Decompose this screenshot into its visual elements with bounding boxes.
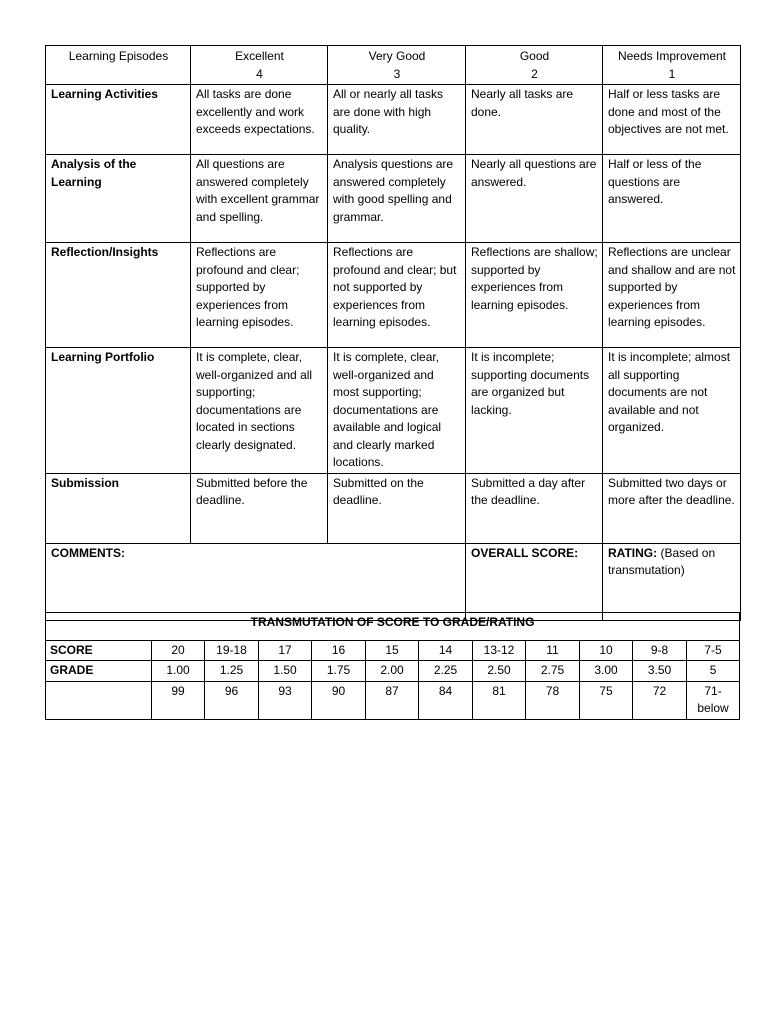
score-label: SCORE [46, 640, 152, 661]
rating-cell: 93 [259, 681, 312, 719]
grade-cell: 3.00 [580, 661, 633, 682]
descriptor-cell: Analysis questions are answered completely with good spelling and grammar. [328, 155, 466, 243]
rubric-table [45, 45, 741, 621]
criterion-cell: Learning Activities [46, 85, 191, 155]
rating-cell: 87 [366, 681, 419, 719]
rating-cell: 96 [205, 681, 259, 719]
grade-cell: 1.75 [312, 661, 366, 682]
descriptor-cell: All questions are answered completely with excellent grammar and spelling. [191, 155, 328, 243]
transmutation-title-row [46, 613, 740, 641]
rating-row [46, 681, 740, 719]
grade-cell: 2.25 [419, 661, 473, 682]
level-points: 2 [531, 66, 538, 81]
rating-cell: 78 [526, 681, 580, 719]
score-cell: 14 [419, 640, 473, 661]
rubric-row-reflection [46, 243, 741, 348]
descriptor-cell: Submitted a day after the deadline. [466, 473, 603, 543]
score-cell: 17 [259, 640, 312, 661]
descriptor-cell: Reflections are shallow; supported by experiences from learning episodes. [466, 243, 603, 348]
score-cell: 11 [526, 640, 580, 661]
grade-cell: 2.75 [526, 661, 580, 682]
level-points: 4 [256, 66, 263, 81]
level-header-good [466, 46, 603, 85]
grade-cell: 1.50 [259, 661, 312, 682]
criterion-cell: Analysis of the Learning [46, 155, 191, 243]
grade-cell: 2.00 [366, 661, 419, 682]
score-cell: 13-12 [473, 640, 526, 661]
rating-cell: 72 [633, 681, 687, 719]
score-cell: 16 [312, 640, 366, 661]
grade-cell: 1.00 [152, 661, 205, 682]
rubric-row-analysis [46, 155, 741, 243]
level-points: 1 [668, 66, 676, 81]
rubric-header-row [46, 46, 741, 85]
rating-row-label [46, 681, 152, 719]
descriptor-cell: It is incomplete; almost all supporting documents are not available and not organized. [603, 348, 741, 474]
score-cell: 20 [152, 640, 205, 661]
descriptor-cell: All or nearly all tasks are done with high quality. [328, 85, 466, 155]
rating-field [603, 543, 741, 620]
descriptor-cell: Half or less of the questions are answered. [603, 155, 741, 243]
score-cell: 7-5 [687, 640, 740, 661]
descriptor-cell: Submitted two days or more after the deadline. [603, 473, 741, 543]
comments-field: COMMENTS: [46, 543, 466, 620]
criterion-cell: Learning Portfolio [46, 348, 191, 474]
level-header-needs-improvement [603, 46, 741, 85]
score-cell: 9-8 [633, 640, 687, 661]
overall-score-field: OVERALL SCORE: [466, 543, 603, 620]
rubric-row-submission [46, 473, 741, 543]
level-name: Very Good [368, 49, 426, 63]
rating-cell: 81 [473, 681, 526, 719]
descriptor-cell: Submitted on the deadline. [328, 473, 466, 543]
rating-cell: 71-below [687, 681, 740, 719]
descriptor-cell: Submitted before the deadline. [191, 473, 328, 543]
level-name: Good [519, 49, 550, 63]
score-cell: 10 [580, 640, 633, 661]
grade-cell: 2.50 [473, 661, 526, 682]
rating-cell: 99 [152, 681, 205, 719]
grade-cell: 1.25 [205, 661, 259, 682]
descriptor-cell: All tasks are done excellently and work exceeds expectations. [191, 85, 328, 155]
grade-cell: 5 [687, 661, 740, 682]
descriptor-cell: Nearly all tasks are done. [466, 85, 603, 155]
level-header-very-good [328, 46, 466, 85]
criterion-cell: Reflection/Insights [46, 243, 191, 348]
level-name: Excellent [235, 49, 284, 63]
rubric-row-learning-activities [46, 85, 741, 155]
descriptor-cell: Nearly all questions are answered. [466, 155, 603, 243]
rating-cell: 84 [419, 681, 473, 719]
rating-note: (Based on transmutation) [608, 545, 716, 577]
descriptor-cell: Half or less tasks are done and most of the objectives are not met. [603, 85, 741, 155]
descriptor-cell: Reflections are profound and clear; supported by experiences from learning episodes. [191, 243, 328, 348]
rating-label: RATING: [608, 545, 658, 560]
score-row [46, 640, 740, 661]
rubric-row-portfolio [46, 348, 741, 474]
descriptor-cell: It is complete, clear, well-organized and all supporting; documentations are located in sections clearly designated. [191, 348, 328, 474]
grade-cell: 3.50 [633, 661, 687, 682]
grade-row [46, 661, 740, 682]
descriptor-cell: Reflections are profound and clear; but not supported by experiences from learning episodes. [328, 243, 466, 348]
rating-cell: 90 [312, 681, 366, 719]
descriptor-cell: It is complete, clear, well-organized and most supporting; documentations are available and logical and clearly marked locations. [328, 348, 466, 474]
score-cell: 19-18 [205, 640, 259, 661]
level-points: 3 [393, 66, 401, 81]
level-name: Needs Improvement [617, 49, 727, 63]
rubric-footer-row [46, 543, 741, 620]
descriptor-cell: Reflections are unclear and shallow and are not supported by experiences from learning episodes. [603, 243, 741, 348]
criterion-cell: Submission [46, 473, 191, 543]
level-header-excellent [191, 46, 328, 85]
transmutation-title: TRANSMUTATION OF SCORE TO GRADE/RATING [46, 613, 740, 641]
rating-cell: 75 [580, 681, 633, 719]
transmutation-table [45, 612, 740, 720]
criteria-header: Learning Episodes [46, 46, 191, 85]
descriptor-cell: It is incomplete; supporting documents are organized but lacking. [466, 348, 603, 474]
grade-label: GRADE [46, 661, 152, 682]
score-cell: 15 [366, 640, 419, 661]
